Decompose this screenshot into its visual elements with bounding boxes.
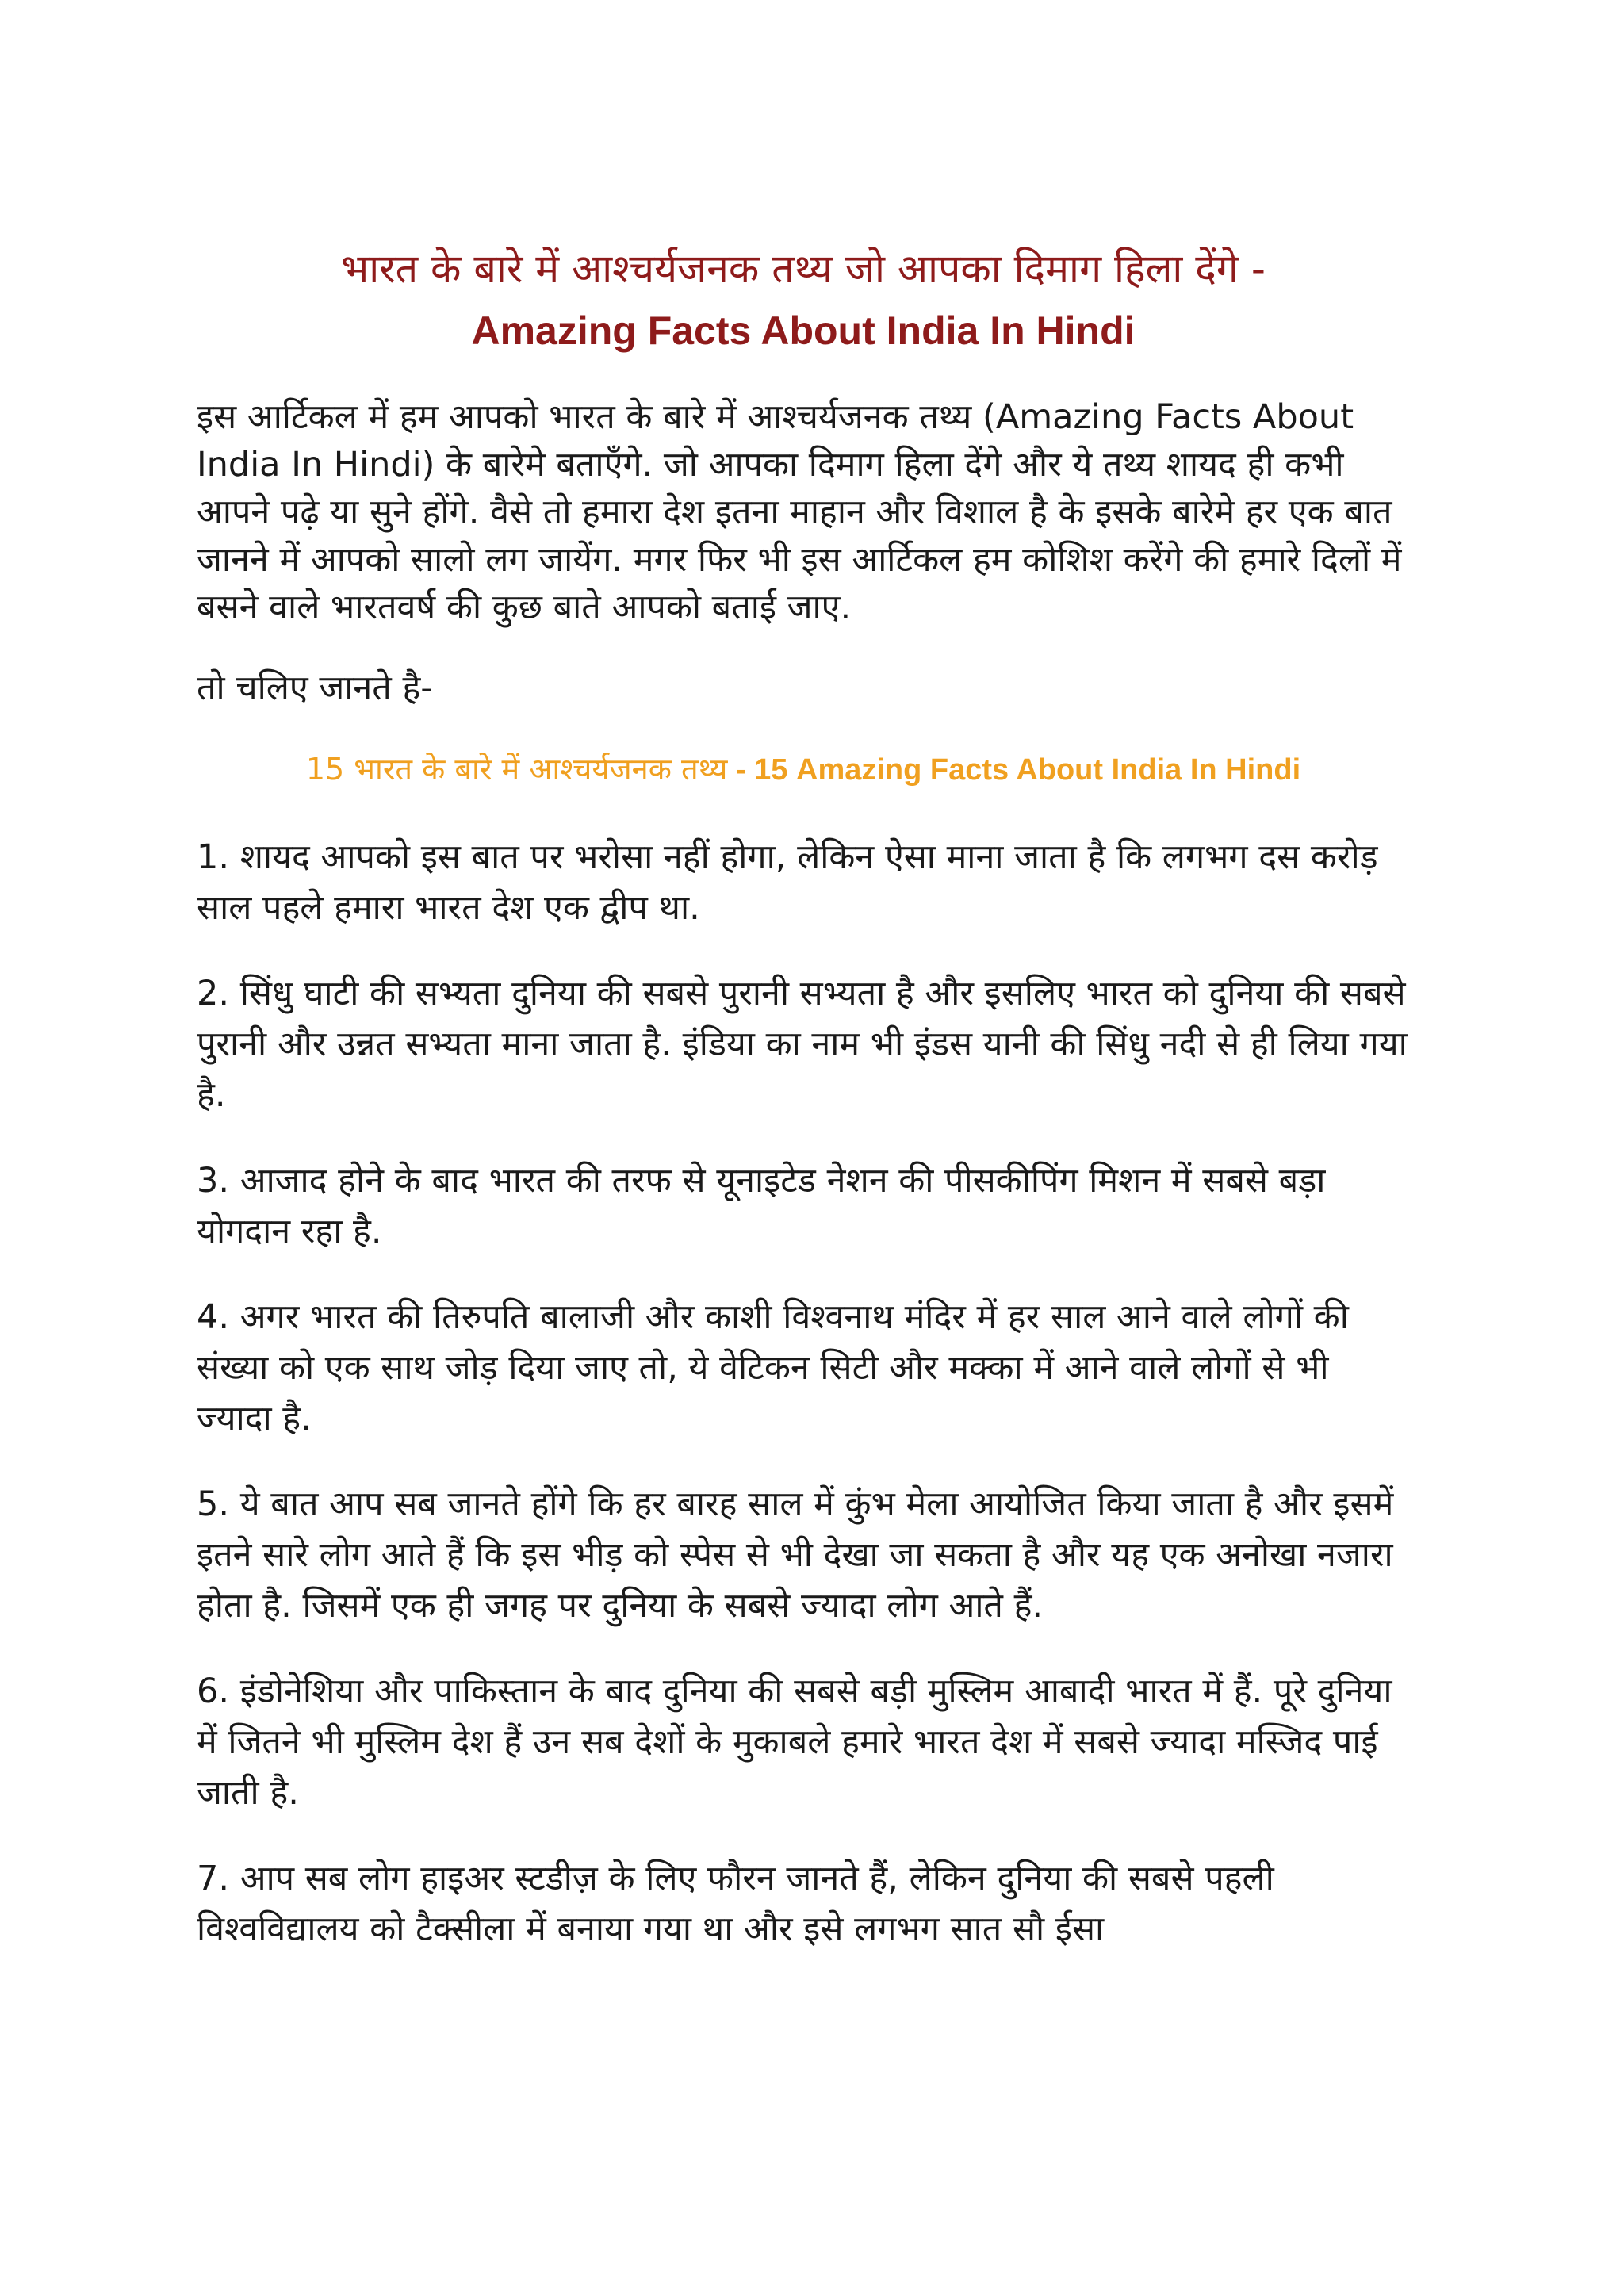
section-heading-hindi: 15 भारत के बारे में आश्चर्यजनक तथ्य <box>305 752 728 787</box>
intro-paragraph: इस आर्टिकल में हम आपको भारत के बारे में आश्चर्यजनक तथ्य (Amazing Facts About India In Hindi) के बारेमे बताएँगे. जो आपका दिमाग हिला देंगे और ये तथ्य शायद ही कभी आपने पढ़े या सुने होंगे. वैसे तो हमारा देश इतना माहान और विशाल है के इसके बारेमे हर एक बात जानने में आपको सालो लग जायेंग. मगर फिर भी इस आर्टिकल हम कोशिश करेंगे की हमारे दिलों में बसने वाले भारतवर्ष की कुछ बाते आपको बताई जाए. <box>197 397 1402 627</box>
section-heading <box>197 747 1410 792</box>
lets-go-line: तो चलिए जानते है- <box>197 668 433 708</box>
fact-item: 5. ये बात आप सब जानते होंगे कि हर बारह साल में कुंभ मेला आयोजित किया जाता है और इसमें इतने सारे लोग आते हैं कि इस भीड़ को स्पेस से भी देखा जा सकता है और यह एक अनोखा नजारा होता है. जिसमें एक ही जगह पर दुनिया के सबसे ज्यादा लोग आते हैं. <box>197 1484 1394 1626</box>
fact-item: 4. अगर भारत की तिरुपति बालाजी और काशी विश्वनाथ मंदिर में हर साल आने वाले लोगों की संख्या को एक साथ जोड़ दिया जाए तो, ये वेटिकन सिटी और मक्का में आने वाले लोगों से भी ज्यादा है. <box>197 1297 1349 1438</box>
title-hindi: भारत के बारे में आश्चर्यजनक तथ्य जो आपका दिमाग हिला देंगे - <box>341 246 1266 292</box>
fact-item: 6. इंडोनेशिया और पाकिस्तान के बाद दुनिया की सबसे बड़ी मुस्लिम आबादी भारत में हैं. पूरे दुनिया में जितने भी मुस्लिम देश हैं उन सब देशों के मुकाबले हमारे भारत देश में सबसे ज्यादा मस्जिद पाई जाती है. <box>197 1672 1392 1813</box>
title-english: Amazing Facts About India In Hindi <box>471 308 1136 353</box>
fact-item: 1. शायद आपको इस बात पर भरोसा नहीं होगा, लेकिन ऐसा माना जाता है कि लगभग दस करोड़ साल पहले हमारा भारत देश एक द्वीप था. <box>197 837 1378 928</box>
article-title <box>197 238 1410 362</box>
fact-item: 2. सिंधु घाटी की सभ्यता दुनिया की सबसे पुरानी सभ्यता है और इसलिए भारत को दुनिया की सबसे पुरानी और उन्नत सभ्यता माना जाता है. इंडिया का नाम भी इंडस यानी की सिंधु नदी से ही लिया गया है. <box>197 974 1408 1115</box>
fact-item: 3. आजाद होने के बाद भारत की तरफ से यूनाइटेड नेशन की पीसकीपिंग मिशन में सबसे बड़ा योगदान रहा है. <box>197 1161 1326 1251</box>
document-page <box>197 238 1410 1990</box>
section-heading-english: - 15 Amazing Facts About India In Hindi <box>727 753 1301 787</box>
fact-item: 7. आप सब लोग हाइअर स्टडीज़ के लिए फौरन जानते हैं, लेकिन दुनिया की सबसे पहली विश्वविद्यालय को टैक्सीला में बनाया गया था और इसे लगभग सात सौ ईसा <box>197 1859 1274 1949</box>
